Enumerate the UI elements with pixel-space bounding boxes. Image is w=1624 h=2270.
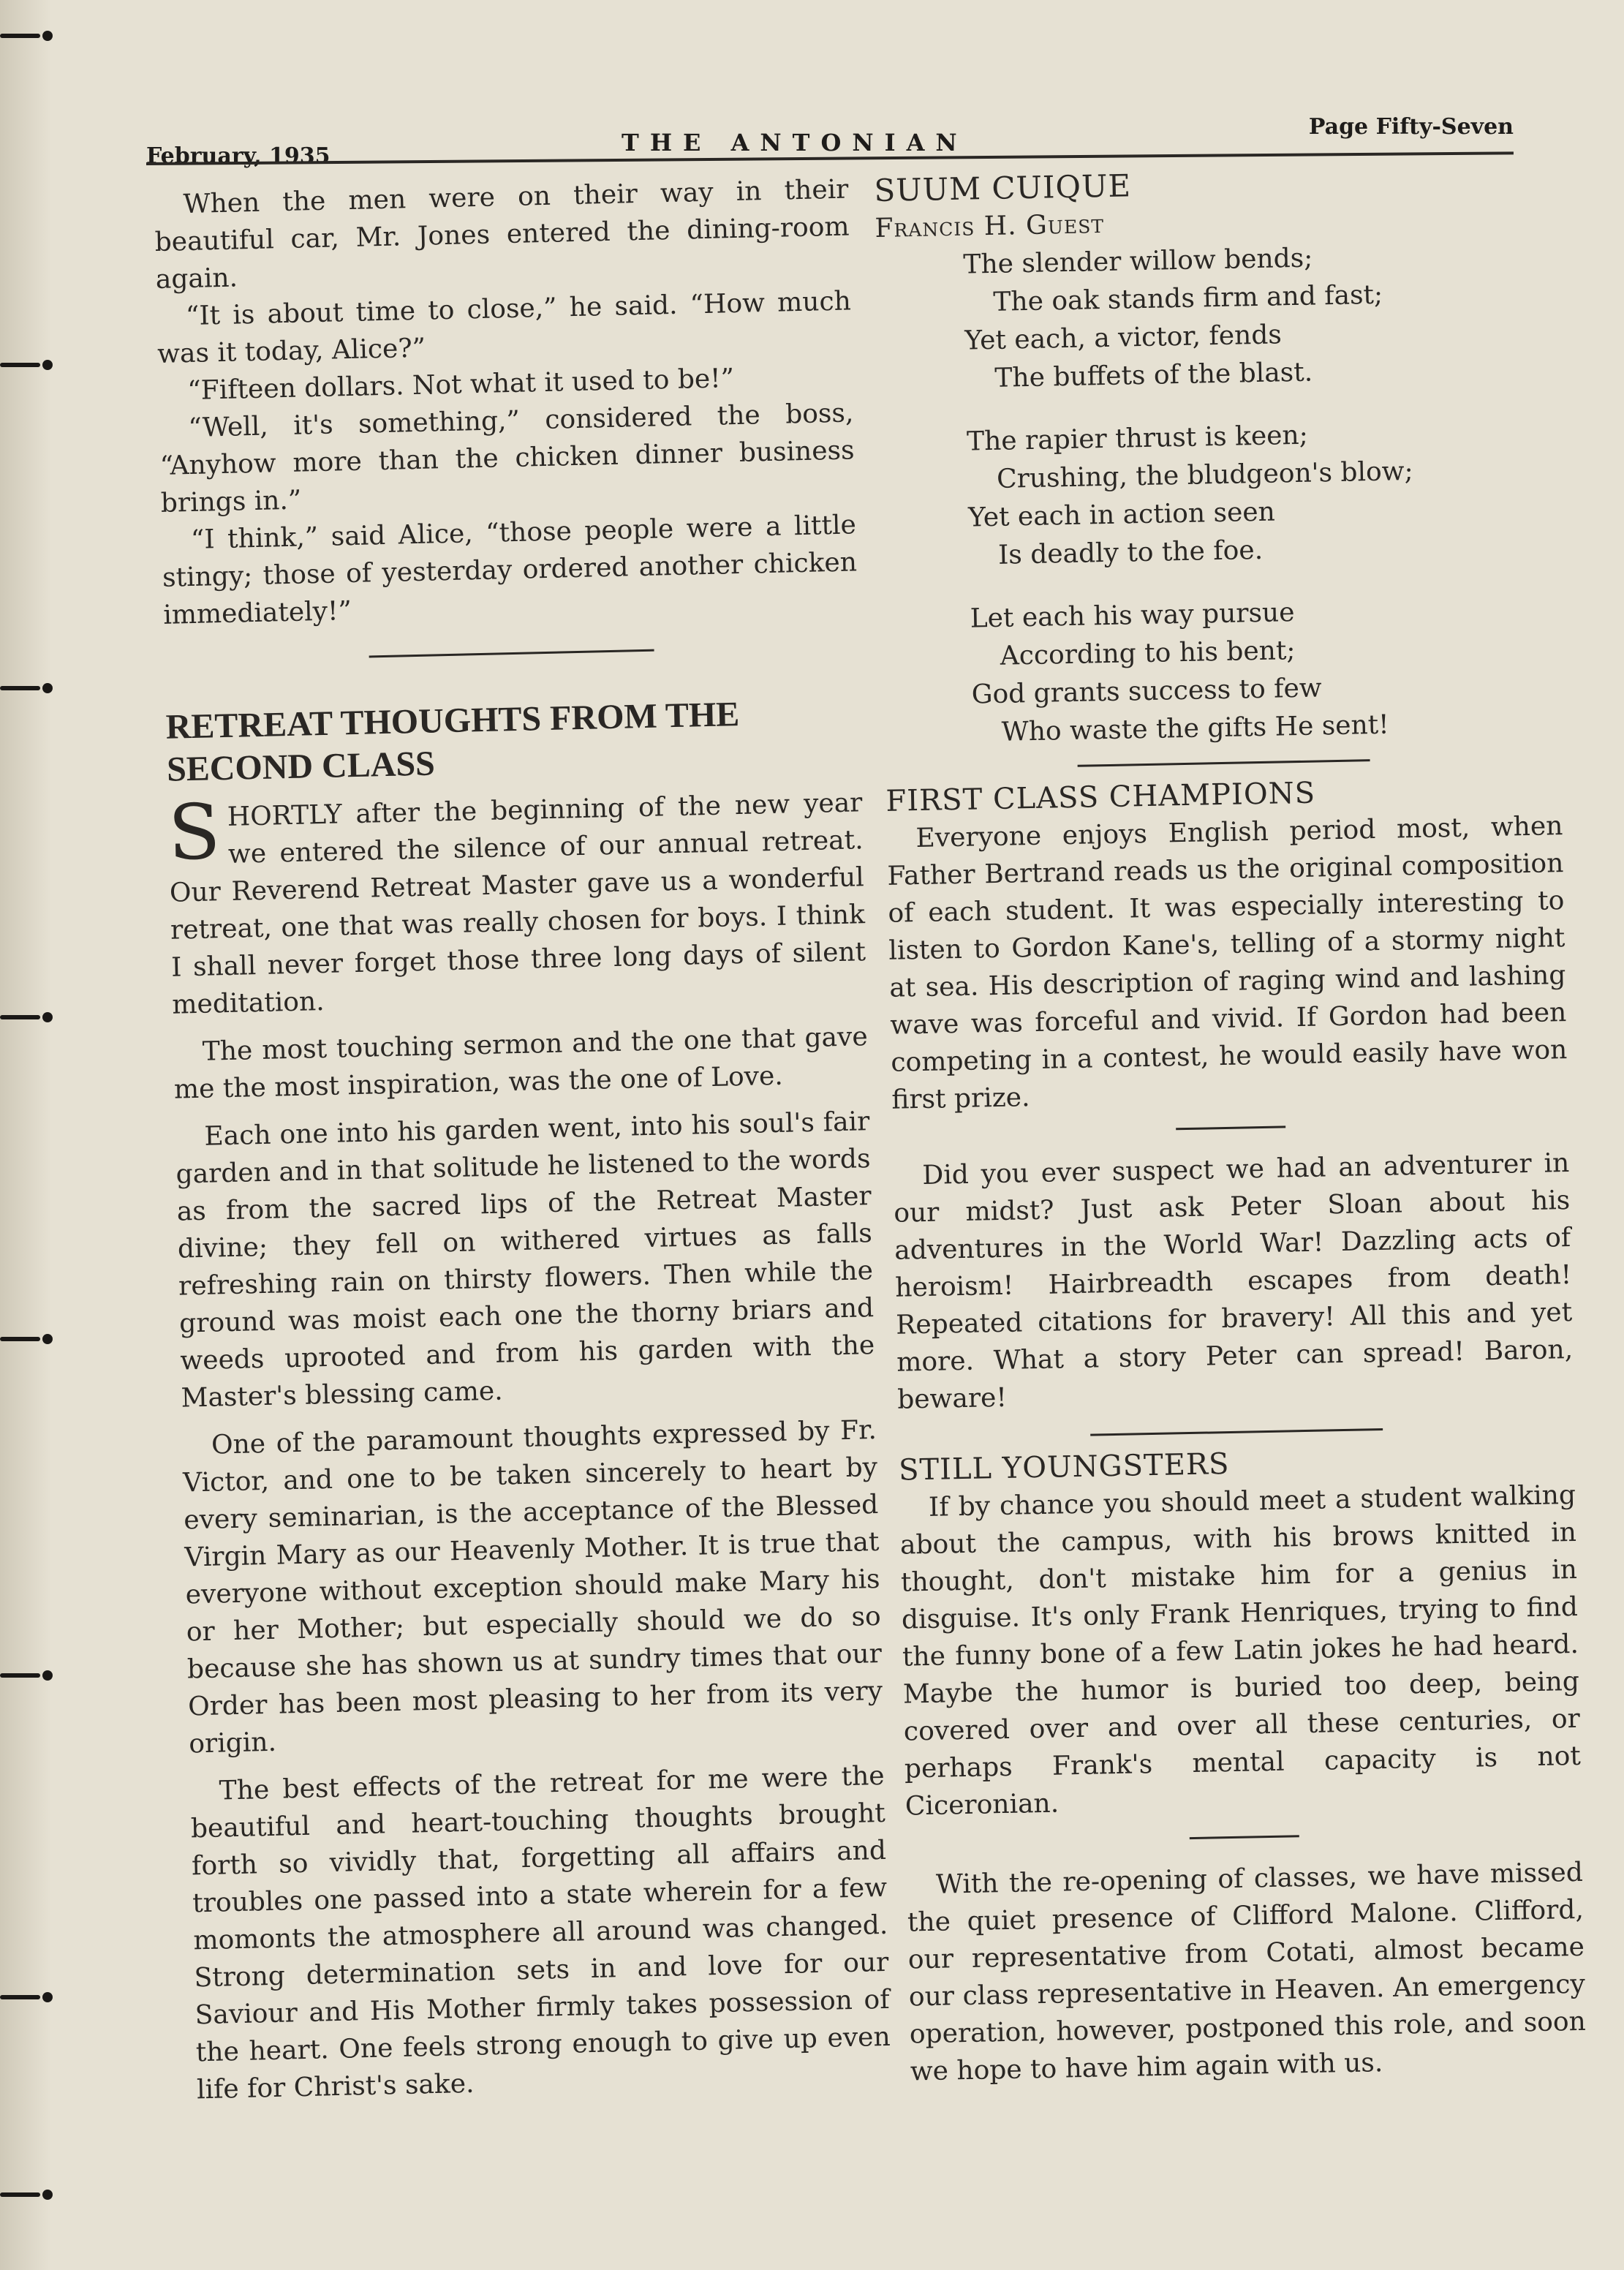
binding-hole <box>0 680 58 696</box>
story-ending <box>154 170 858 633</box>
page-binding-edge <box>0 0 51 2270</box>
paragraph: “I think,” said Alice, “those people were a little stingy; those of yesterday ordered another chicken immediately!” <box>162 510 858 630</box>
poem-line: Let each his way pursue <box>970 597 1295 634</box>
paragraph: “Well, it's something,” considered the boss, “Anyhow more than the chicken dinner business brings in.” <box>159 398 855 519</box>
paragraph: Each one into his garden went, into his soul's fair garden and in that solitude he listened to the words as from the sacred lips of the Retreat Master divine; they fell on withered virtues as falls refreshing rain on thirsty flowers. Then while the ground was moist each one the thorny briars and weeds uprooted and from his garden with the Master's blessing came. <box>175 1106 875 1414</box>
paragraph: One of the paramount thoughts expressed by Fr. Victor, and one to be taken sincerely to heart by every seminarian, is the acceptance of the Blessed Virgin Mary as our Heavenly Mother. It is true that everyone without exception should make Mary his or her Mother; but especially should we do so because she has shown us at sundry times that our Order has been most pleasing to her from its very origin. <box>182 1415 883 1760</box>
poem-line: The buffets of the blast. <box>994 357 1313 393</box>
paragraph: The most touching sermon and the one that gave me the most inspiration, was the one of Love. <box>173 1022 869 1105</box>
poem-line: God grants success to few <box>971 673 1322 710</box>
poem-line: Who waste the gifts He sent! <box>1001 709 1390 747</box>
poem-line: The slender willow bends; <box>963 243 1313 280</box>
binding-hole <box>0 1667 58 1683</box>
poem <box>874 159 1561 754</box>
binding-hole <box>0 1009 58 1025</box>
binding-hole <box>0 28 58 44</box>
paragraph: Everyone enjoys English period most, when Father Bertrand reads us the original composition of each student. It was especially interesting to listen to Gordon Kane's, telling of a stormy night at sea. His description of raging wind and lashing wave was forceful and vivid. If Gordon had been competing in a contest, he would easily have won first prize. <box>887 811 1568 1115</box>
paragraph: With the re-opening of classes, we have missed the quiet presence of Clifford Malone. Clifford, our representative from Cotati, almost became our class representative in Heaven. An emergency operation, however, postponed this role, and soon we hope to have him again with us. <box>907 1857 1587 2087</box>
paragraph-divider <box>1176 1125 1285 1130</box>
paragraph-text: HORTLY after the beginning of the new year we entered the silence of our annual retreat. Our Reverend Retreat Master gave us a wonderful retreat, one that was really chosen for boys. I think I shall never forget those three long days of silent meditation. <box>169 788 866 1020</box>
publication-title: THE ANTONIAN <box>622 129 968 157</box>
section-divider <box>1077 759 1370 767</box>
still-youngsters-section <box>899 1438 1587 2091</box>
paragraph: “Fifteen dollars. Not what it used to be!” <box>186 363 735 407</box>
binding-hole <box>0 1989 58 2005</box>
poem-line: Is deadly to the foe. <box>997 535 1264 570</box>
paragraph: The best effects of the retreat for me were the beautiful and heart-touching thoughts brought forth so vividly that, forgetting all affairs and troubles one passed into a state wherein for a few momonts the atmosphere all around was changed. Strong determination sets in and love for our Saviour and His Mother firmly takes possession of the heart. One feels strong enough to give up even life for Christ's sake. <box>190 1760 891 2105</box>
poem-line: Yet each, a victor, fends <box>964 320 1283 356</box>
left-column <box>154 170 891 2108</box>
binding-hole <box>0 1331 58 1347</box>
issue-date: February, 1935 <box>146 143 331 169</box>
poem-line: Yet each in action seen <box>967 497 1276 533</box>
paragraph: If by chance you should meet a student walking about the campus, with his brows knitted in thought, don't mistake him for a genius in disguise. It's only Frank Henriques, trying to find the funny bone of a few Latin jokes he had heard. Maybe the humor is buried too deep, being covered over and over all these centuries, or perhaps Frank's mental capacity is not Ciceronian. <box>899 1479 1582 1822</box>
right-column <box>874 159 1587 2090</box>
section-divider <box>369 649 654 658</box>
first-class-section <box>885 769 1574 1419</box>
poem-title: SUUM CUIQUE <box>874 167 1132 208</box>
retreat-article <box>165 690 891 2108</box>
drop-cap: S <box>167 787 222 878</box>
paragraph <box>167 784 867 1023</box>
article-title: SECOND CLASS <box>166 744 436 789</box>
page-number: Page Fifty-Seven <box>1308 114 1514 140</box>
section-title: STILL YOUNGSTERS <box>898 1447 1230 1487</box>
poem-line: According to his bent; <box>1000 636 1296 671</box>
section-title: FIRST CLASS CHAMPIONS <box>885 776 1316 818</box>
poem-line: The rapier thrust is keen; <box>966 420 1309 457</box>
poem-line: The oak stands firm and fast; <box>993 279 1383 317</box>
poem-line: Crushing, the bludgeon's blow; <box>996 456 1414 494</box>
paragraph: When the men were on their way in their beautiful car, Mr. Jones entered the dining-room again. <box>154 174 850 295</box>
paragraph: “It is about time to close,” he said. “How much was it today, Alice?” <box>156 286 852 369</box>
paragraph-divider <box>1189 1835 1299 1839</box>
page-header <box>146 110 1514 168</box>
binding-hole <box>0 2187 58 2203</box>
paragraph: Did you ever suspect we had an adventurer in our midst? Just ask Peter Sloan about his adventures in the World War! Dazzling acts of heroism! Hairbreadth escapes from death! Repeated citations for bravery! All this and yet more. What a story Peter can spread! Baron, beware! <box>893 1147 1574 1415</box>
section-divider <box>1090 1428 1383 1436</box>
article-title: RETREAT THOUGHTS FROM THE <box>165 695 740 747</box>
poem-author: Francis H. Guest <box>875 208 1105 244</box>
binding-hole <box>0 357 58 373</box>
